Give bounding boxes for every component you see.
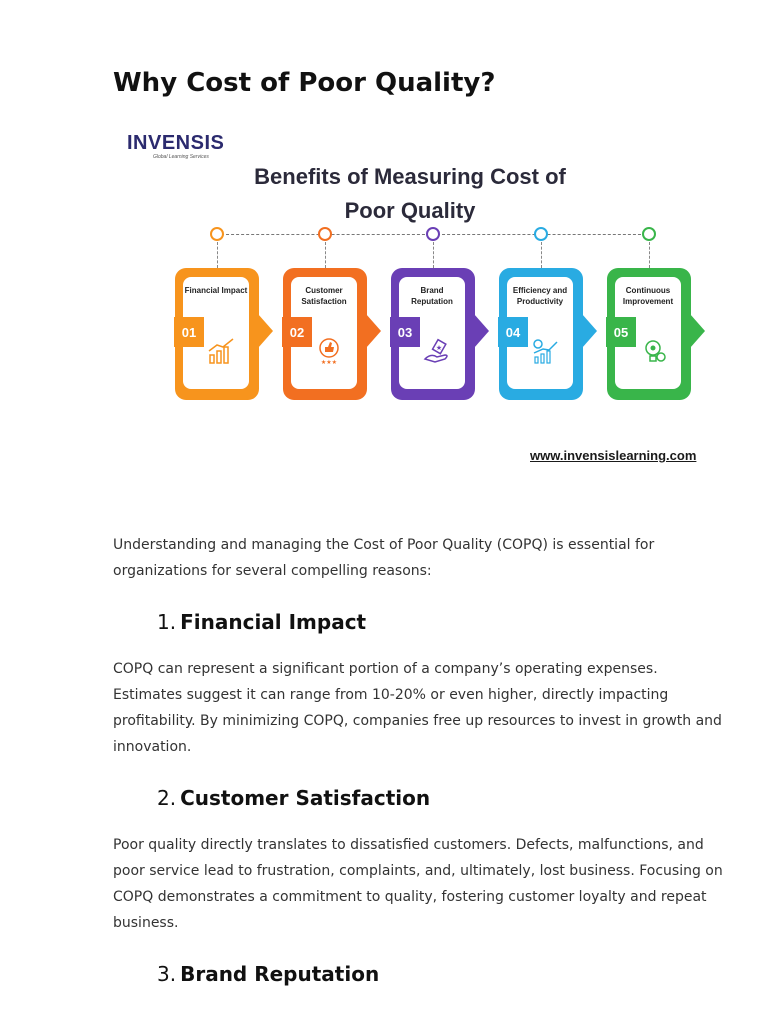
- hand-brand-icon: [423, 337, 451, 369]
- card-label: Brand Reputation: [411, 286, 453, 306]
- section-number: 2.: [157, 786, 177, 810]
- efficiency-chart-icon: [531, 337, 559, 369]
- card-number: 02: [282, 317, 312, 347]
- section-number: 1.: [157, 610, 177, 634]
- section-body-customer-satisfaction: Poor quality directly translates to dissatisfied customers. Defects, malfunctions, and poor service lead to frustration, complaints, and, ultimately, lost business. Focusing on COPQ demonstrates a commitment to quality, fostering customer loyalty and repeat business.: [113, 837, 723, 931]
- section-title: Financial Impact: [180, 610, 367, 634]
- card-label: Continuous Improvement: [622, 286, 674, 306]
- timeline-connector: [541, 242, 542, 268]
- timeline-dot: [534, 227, 548, 241]
- timeline-dot: [318, 227, 332, 241]
- card-arrow: [258, 314, 273, 348]
- card-arrow: [474, 314, 489, 348]
- card-label: Financial Impact: [184, 286, 248, 295]
- card-number: 05: [606, 317, 636, 347]
- timeline-connector: [325, 242, 326, 268]
- timeline-dot: [642, 227, 656, 241]
- intro-paragraph: Understanding and managing the Cost of Poor Quality (COPQ) is essential for organizations for several compelling reasons:: [113, 537, 655, 579]
- benefit-card: [607, 268, 691, 400]
- benefit-card: [175, 268, 259, 400]
- section-title: Brand Reputation: [180, 962, 380, 986]
- card-arrow: [366, 314, 381, 348]
- benefits-infographic: [120, 128, 740, 473]
- thumbs-up-rating-icon: [315, 337, 343, 369]
- page-title: Why Cost of Poor Quality?: [113, 68, 496, 98]
- card-number: 03: [390, 317, 420, 347]
- financial-growth-icon: [207, 337, 235, 369]
- card-label: Efficiency and Productivity: [512, 286, 568, 306]
- svg-text:★★★: ★★★: [320, 359, 338, 365]
- timeline-connector: [649, 242, 650, 268]
- benefit-card: [283, 268, 367, 400]
- invensis-logo: INVENSIS: [127, 132, 225, 154]
- card-label: Customer Satisfaction: [301, 286, 347, 306]
- timeline-connector: [217, 242, 218, 268]
- section-heading-financial-impact: [157, 610, 366, 634]
- website-url[interactable]: www.invensislearning.com: [530, 448, 697, 463]
- lightbulb-gear-icon: [639, 337, 667, 369]
- section-heading-brand-reputation: [157, 962, 379, 986]
- benefit-card: [391, 268, 475, 400]
- card-number: 01: [174, 317, 204, 347]
- benefit-card: [499, 268, 583, 400]
- card-arrow: [690, 314, 705, 348]
- timeline-connector: [433, 242, 434, 268]
- timeline-dot: [210, 227, 224, 241]
- svg-text:★: ★: [435, 344, 443, 352]
- card-number: 04: [498, 317, 528, 347]
- section-number: 3.: [157, 962, 177, 986]
- infographic-title: Benefits of Measuring Cost of Poor Quality: [254, 164, 566, 223]
- section-title: Customer Satisfaction: [180, 786, 431, 810]
- timeline-dot: [426, 227, 440, 241]
- section-body-financial-impact: COPQ can represent a significant portion of a company’s operating expenses. Estimates suggest it can range from 10-20% or even higher, directly impacting profitability. By minimizing COPQ, companies free up resources to invest in growth and innovation.: [113, 661, 722, 755]
- logo-tagline: Global Learning Services: [153, 154, 209, 160]
- section-heading-customer-satisfaction: [157, 786, 430, 810]
- card-arrow: [582, 314, 597, 348]
